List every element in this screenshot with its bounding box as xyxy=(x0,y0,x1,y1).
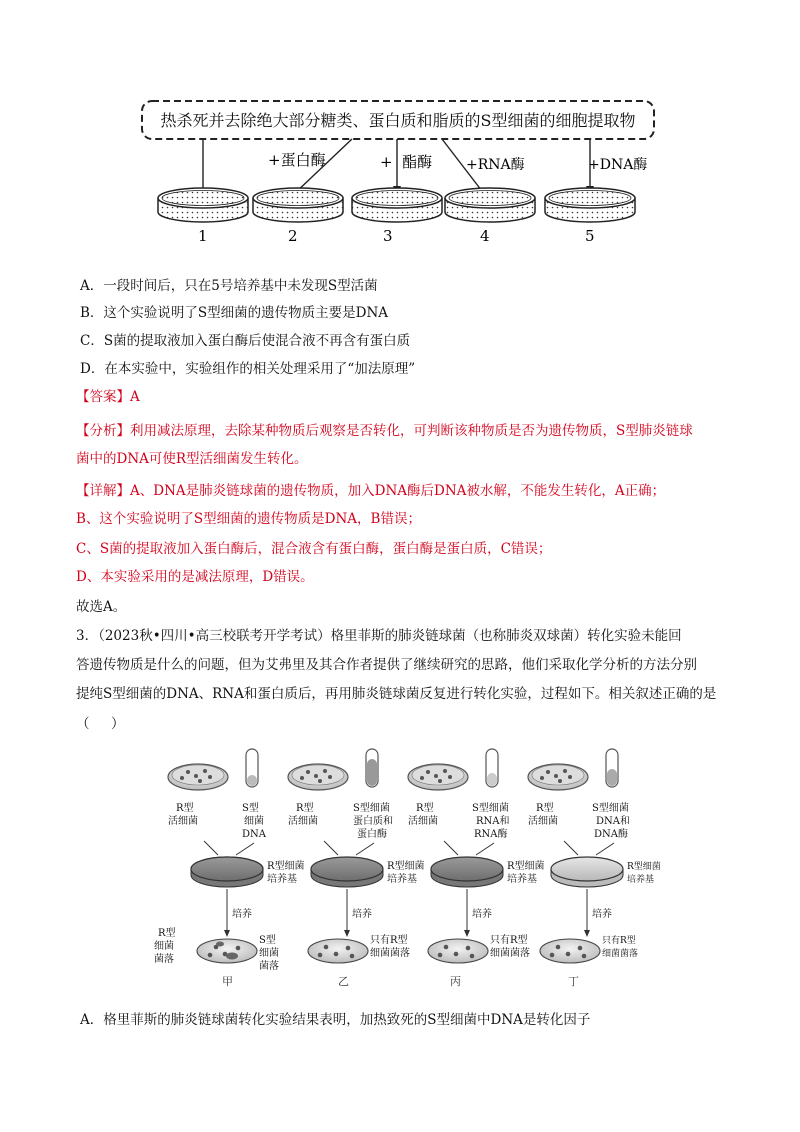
ding-right-label-1: S型细菌 xyxy=(592,803,629,814)
bing-medium-label-2: 培养基 xyxy=(507,874,537,885)
bing-colony-label-2: 细菌菌落 xyxy=(490,948,530,959)
analysis-line-2: 菌中的DNA可使R型活细菌发生转化。 xyxy=(76,451,308,467)
ding-colony-label-1: 只有R型 xyxy=(602,936,636,946)
jia-right-label-3: DNA xyxy=(242,829,266,840)
analysis-line-1: 【分析】利用减法原理，去除某种物质后观察是否转化，可判断该种物质是否为遗传物质，S型肺炎链球 xyxy=(76,423,693,439)
jia-culture-label: 培养 xyxy=(232,909,252,920)
group-name-ding: 丁 xyxy=(568,975,579,988)
dish-2 xyxy=(253,188,343,222)
q3-option-a: A．格里菲斯的肺炎链球菌转化实验结果表明，加热致死的S型细菌中DNA是转化因子 xyxy=(80,1012,591,1028)
bing-culture-label: 培养 xyxy=(472,909,492,920)
result-plate-jia xyxy=(197,939,257,963)
dish-number-4: 4 xyxy=(480,227,490,245)
group-name-jia: 甲 xyxy=(222,975,233,988)
label-rnase: +RNA酶 xyxy=(466,157,525,173)
detail-line-c: C、S菌的提取液加入蛋白酶后，混合液含有蛋白酶，蛋白酶是蛋白质，C错误； xyxy=(76,541,552,557)
bing-left-label-1: R型 xyxy=(416,803,434,814)
jia-colony-s-label-1: S型 xyxy=(259,935,276,946)
jia-medium-label-2: 培养基 xyxy=(267,874,297,885)
q3-stem-line-1: 3．（2023秋•四川•高三校联考开学考试）格里菲斯的肺炎链球菌（也称肺炎双球菌）转化实验未能回 xyxy=(76,628,682,644)
answer: 【答案】A xyxy=(76,389,140,405)
q3-stem-line-3: 提纯S型细菌的DNA、RNA和蛋白质后，再用肺炎链球菌反复进行转化实验，过程如下。相关叙述正确的是 xyxy=(76,686,717,702)
ding-right-label-3: DNA酶 xyxy=(594,829,628,840)
figure-transformation-dishes xyxy=(130,95,670,250)
jia-medium-label-1: R型细菌 xyxy=(267,861,305,872)
yi-left-label-1: R型 xyxy=(296,803,314,814)
extract-box-text: 热杀死并去除绝大部分糖类、蛋白质和脂质的S型细菌的细胞提取物 xyxy=(160,111,636,130)
dish-number-5: 5 xyxy=(585,227,595,245)
bing-left-label-2: 活细菌 xyxy=(408,816,438,827)
result-plate-yi xyxy=(308,939,368,963)
yi-colony-label-1: 只有R型 xyxy=(370,935,408,946)
group-jia-top xyxy=(168,749,258,790)
dish-4 xyxy=(445,188,535,222)
jia-colony-s-label-2: 细菌 xyxy=(259,948,279,959)
dish-number-2: 2 xyxy=(288,227,298,245)
detail-line-a: 【详解】A、DNA是肺炎链球菌的遗传物质，加入DNA酶后DNA被水解，不能发生转化，A正确； xyxy=(76,483,666,499)
dish-1 xyxy=(158,188,248,222)
yi-left-label-2: 活细菌 xyxy=(288,816,318,827)
bing-medium-label-1: R型细菌 xyxy=(507,861,545,872)
jia-right-label-1: S型 xyxy=(242,803,259,814)
ding-left-label-1: R型 xyxy=(536,803,554,814)
ding-colony-label-2: 细菌菌落 xyxy=(602,949,639,959)
bing-right-label-2: RNA和 xyxy=(476,816,510,827)
dish-number-1: 1 xyxy=(198,227,208,245)
yi-medium-label-2: 培养基 xyxy=(387,874,417,885)
dish-3 xyxy=(352,188,442,222)
dish-5 xyxy=(545,188,635,222)
option-c: C．S菌的提取液加入蛋白酶后使混合液不再含有蛋白质 xyxy=(80,333,411,349)
label-esterase: + 酯酶 xyxy=(380,153,433,171)
jia-colony-s-label-3: 菌落 xyxy=(259,961,279,972)
yi-colony-label-2: 细菌菌落 xyxy=(370,948,410,959)
ding-right-label-2: DNA和 xyxy=(596,816,630,827)
label-dnase: +DNA酶 xyxy=(588,157,648,173)
jia-left-label-1: R型 xyxy=(176,803,194,814)
detail-line-d: D、本实验采用的是减法原理，D错误。 xyxy=(76,569,314,585)
medium-plate-bing xyxy=(431,857,503,887)
jia-colony-r-label-2: 细菌 xyxy=(154,941,174,952)
q3-stem-line-2: 答遗传物质是什么的问题，但为艾弗里及其合作者提供了继续研究的思路，他们采取化学分析的方法分别 xyxy=(76,657,697,673)
detail-line-b: B、这个实验说明了S型细菌的遗传物质是DNA，B错误； xyxy=(76,511,421,527)
yi-right-label-2: 蛋白质和 xyxy=(353,816,393,827)
jia-colony-r-label-3: 菌落 xyxy=(154,954,174,965)
jia-left-label-2: 活细菌 xyxy=(168,816,198,827)
group-ding-top xyxy=(528,749,618,790)
option-d: D．在本实验中，实验组作的相关处理采用了“加法原理” xyxy=(80,361,416,377)
bing-right-label-3: RNA酶 xyxy=(474,829,508,840)
q3-stem-line-4: （ ） xyxy=(76,716,125,732)
dish-number-3: 3 xyxy=(383,227,393,245)
bing-right-label-1: S型细菌 xyxy=(472,803,509,814)
ding-medium-label-1: R型细菌 xyxy=(627,862,661,872)
group-yi-top xyxy=(288,749,378,790)
option-a: A．一段时间后，只在5号培养基中未发现S型活菌 xyxy=(80,278,378,294)
ding-culture-label: 培养 xyxy=(592,909,612,920)
group-bing-top xyxy=(408,749,498,790)
medium-plate-yi xyxy=(311,857,383,887)
label-protease: +蛋白酶 xyxy=(268,151,326,169)
yi-culture-label: 培养 xyxy=(352,909,372,920)
jia-right-label-2: 细菌 xyxy=(244,816,264,827)
result-plate-ding xyxy=(540,939,600,963)
option-b: B．这个实验说明了S型细菌的遗传物质主要是DNA xyxy=(80,305,389,321)
medium-plate-ding xyxy=(551,857,623,887)
yi-medium-label-1: R型细菌 xyxy=(387,861,425,872)
group-name-yi: 乙 xyxy=(338,975,349,988)
bing-colony-label-1: 只有R型 xyxy=(490,935,528,946)
yi-right-label-3: 蛋白酶 xyxy=(357,829,387,840)
medium-plate-jia xyxy=(191,857,263,887)
jia-colony-r-label-1: R型 xyxy=(158,928,176,939)
ding-medium-label-2: 培养基 xyxy=(627,875,655,885)
result-plate-bing xyxy=(428,939,488,963)
ding-left-label-2: 活细菌 xyxy=(528,816,558,827)
figure-avery-experiment xyxy=(150,745,661,1000)
yi-right-label-1: S型细菌 xyxy=(353,803,390,814)
conclusion: 故选A。 xyxy=(76,599,127,615)
group-name-bing: 丙 xyxy=(450,975,461,988)
